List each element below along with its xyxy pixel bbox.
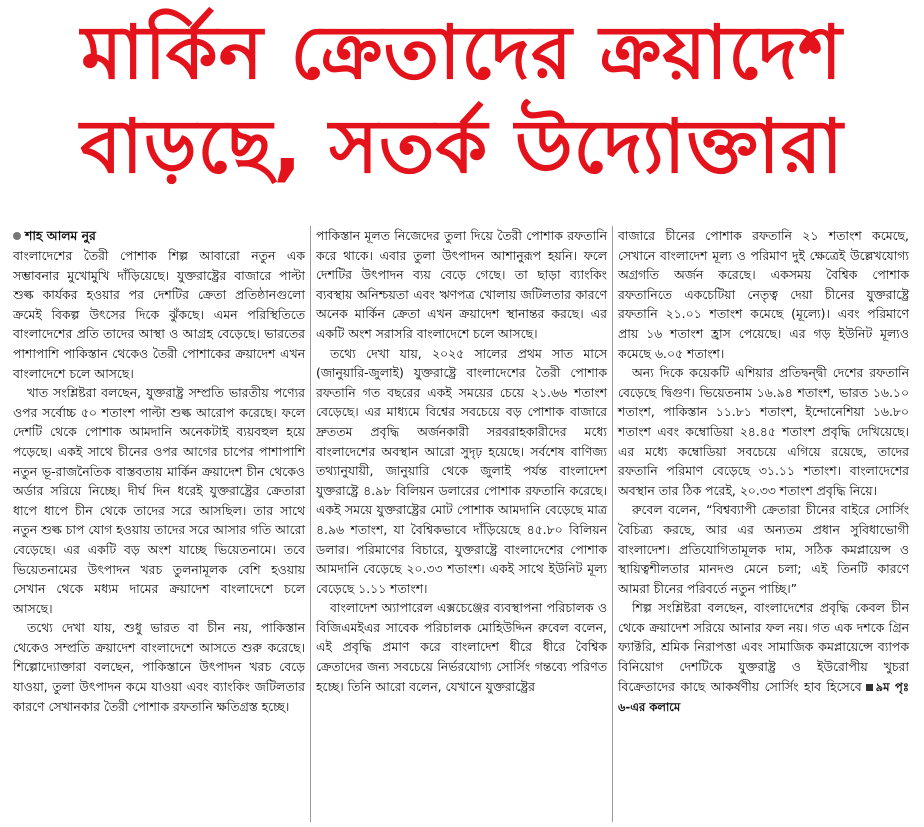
paragraph-text: শিল্প সংশ্লিষ্টরা বলছেন, বাংলাদেশের প্রবৃদ্ধি কেবল চীন থেকে ক্রয়াদেশ সরিয়ে আনার ফল নয়। গত এক দশকে গ্রিন ফ্যাক্টরি, শ্রমিক নিরাপত্তা এবং সামাজিক কমপ্লায়েন্সে ব্যাপক বিনিয়োগ দেশটিকে যুক্তরাষ্ট্র ও ইউরোপীয় খুচরা বিক্রেতাদের কাছে আকর্ষণীয় সোর্সিং হাব হিসেবে — [618, 600, 909, 694]
square-bullet-icon — [866, 684, 873, 691]
article-columns — [8, 226, 916, 822]
paragraph: তথ্যে দেখা যায়, শুধু ভারত বা চীন নয়, পাকিস্তান থেকেও সম্প্রতি ক্রয়াদেশ বাংলাদেশে আসতে শুরু করেছে। শিল্পোদ্যোক্তারা বলছেন, পাকিস্তানে উৎপাদন খরচ বেড়ে যাওয়া, তুলা উৎপাদন কমে যাওয়া এবং ব্যাংকিং জটিলতার কারণে সেখানকার তৈরী পোশাক রফতানি ক্ষতিগ্রস্ত হচ্ছে। — [13, 620, 305, 714]
paragraph: খাত সংশ্লিষ্টরা বলছেন, যুক্তরাষ্ট্র সম্প্রতি ভারতীয় পণ্যের ওপর সর্বোচ্চ ৫০ শতাংশ পাল্টা শুল্ক আরোপ করেছে। ফলে দেশটি থেকে পোশাক আমদানি অনেকটাই ব্যয়বহুল হয়ে পড়েছে। একই সাথে চীনের ওপর আগের চাপের পাশাপাশি নতুন ভূ-রাজনৈতিক বাস্তবতায় মার্কিন ক্রয়াদেশ চীন থেকেও অর্ডার সরিয়ে নিচ্ছে। দীর্ঘ দিন ধরেই যুক্তরাষ্ট্রের ক্রেতারা ধাপে ধাপে চীন থেকে তাদের সরে আসছিল। তার সাথে নতুন শুল্ক চাপ যোগ হওয়ায় তাদের সরে আসার গতি আরো বেড়েছে। এর একটি বড় অংশ যাচ্ছে ভিয়েতনামে। তবে ভিয়েতনামের উৎপাদন খরচ তুলনামূলক বেশি হওয়ায় সেখান থেকে মধ্যম দামের ক্রয়াদেশ বাংলাদেশে চলে আসছে। — [13, 385, 305, 616]
paragraph: বাজারে চীনের পোশাক রফতানি ২১ শতাংশ কমেছে, সেখানে বাংলাদেশ মূল্য ও পরিমাণ দুই ক্ষেত্রেই উল্লেখযোগ্য অগ্রগতি অর্জন করেছে। একসময় বৈশ্বিক পোশাক রফতানিতে একচেটিয়া নেতৃত্ব দেয়া চীনের যুক্তরাষ্ট্রে রফতানি ২১.০১ শতাংশ কমেছে (মূল্যে)। এবং পরিমাণে প্রায় ১৬ শতাংশ হ্রাস পেয়েছে। এর গড় ইউনিট মূল্যও কমেছে ৬.০৫ শতাংশ। — [618, 228, 909, 361]
paragraph: তথ্যে দেখা যায়, ২০২৫ সালের প্রথম সাত মাসে (জানুয়ারি-জুলাই) যুক্তরাষ্ট্রে বাংলাদেশের তৈরী পোশাক রফতানি গত বছরের একই সময়ের চেয়ে ২১.৬৬ শতাংশ বেড়েছে। এর মাধ্যমে বিশ্বের সবচেয়ে বড় পোশাক বাজারে দ্রুততম প্রবৃদ্ধি অর্জনকারী সরবরাহকারীদের মধ্যে বাংলাদেশের অবস্থান আরো সুদৃঢ় হয়েছে। সর্বশেষ বাণিজ্য তথ্যানুযায়ী, জানুয়ারি থেকে জুলাই পর্যন্ত বাংলাদেশ যুক্তরাষ্ট্রে ৪.৯৮ বিলিয়ন ডলারের পোশাক রফতানি করেছে। একই সময়ে যুক্তরাষ্ট্রের মোট পোশাক আমদানি বেড়েছে মাত্র ৪.৯৬ শতাংশ, যা বৈশ্বিকভাবে দাঁড়িয়েছে ৪৫.৮০ বিলিয়ন ডলার। পরিমাণের বিচারে, যুক্তরাষ্ট্রে বাংলাদেশের পোশাক আমদানি বেড়েছে ২০.৩৩ শতাংশ। একই সাথে ইউনিট মূল্য বেড়েছে ১.১১ শতাংশ। — [316, 345, 607, 596]
headline — [10, 0, 914, 194]
paragraph: বাংলাদেশ অ্যাপারেল এক্সচেঞ্জের ব্যবস্থাপনা পরিচালক ও বিজিএমইএর সাবেক পরিচালক মোহিউদ্দিন রুবেল বলেন, এই প্রবৃদ্ধি প্রমাণ করে বাংলাদেশ ধীরে ধীরে বৈশ্বিক ক্রেতাদের জন্য সবচেয়ে নির্ভরযোগ্য সোর্সিং গন্তব্যে পরিণত হচ্ছে। তিনি আরো বলেন, যেখানে যুক্তরাষ্ট্রের — [316, 600, 607, 694]
paragraph: পাকিস্তান মূলত নিজেদের তুলা দিয়ে তৈরী পোশাক রফতানি করে থাকে। এবার তুলা উৎপাদন আশানুরূপ হয়নি। ফলে দেশটির উৎপাদন ব্যয় বেড়ে গেছে। তা ছাড়া ব্যাংকিং ব্যবস্থায় অনিশ্চয়তা এবং ঋণপত্র খোলায় জটিলতার কারণে অনেক মার্কিন ক্রেতা এখন ক্রয়াদেশ স্থানান্তর করছে। এর একটি অংশ সরাসরি বাংলাদেশে চলে আসছে। — [316, 228, 607, 341]
paragraph: রুবেল বলেন, “বিশ্বব্যাপী ক্রেতারা চীনের বাইরে সোর্সিং বৈচিত্র্য করছে, আর এর অন্যতম প্রধান সুবিধাভোগী বাংলাদেশ। প্রতিযোগিতামূলক দাম, সঠিক কমপ্লায়েন্স ও স্থায়িত্বশীলতার মানদণ্ড মেনে চলা; এই তিনটি কারণে আমরা চীনের পরিবর্তে নতুন পাচ্ছি।” — [618, 502, 909, 596]
headline-line-2: বাড়ছে, সতর্ক উদ্যোক্তারা — [80, 104, 844, 190]
headline-line-1: মার্কিন ক্রেতাদের ক্রয়াদেশ — [81, 10, 843, 96]
continuation-note: ৯ম পৃঃ ৬-এর কলামে — [618, 679, 909, 715]
byline — [13, 226, 305, 246]
column-1 — [8, 226, 310, 822]
paragraph-with-continuation — [618, 598, 909, 718]
bullet-icon — [13, 232, 21, 240]
paragraph: অন্য দিকে কয়েকটি এশিয়ার প্রতিদ্বন্দ্বী দেশের রফতানি বেড়েছে দ্বিগুণ। ভিয়েতনাম ১৬.৯৪ শতাংশ, ভারত ১৬.১০ শতাংশ, পাকিস্তান ১১.৮১ শতাংশ, ইন্দোনেশিয়া ১৬.৮০ শতাংশ এবং কম্বোডিয়া ২৪.৪৫ শতাংশ প্রবৃদ্ধি দেখিয়েছে। এর মধ্যে কম্বোডিয়া সবচেয়ে এগিয়ে রয়েছে, তাদের রফতানি পরিমাণ বেড়েছে ৩১.১১ শতাংশ। বাংলাদেশের অবস্থান তার ঠিক পরেই, ২০.৩৩ শতাংশ প্রবৃদ্ধি নিয়ে। — [618, 365, 909, 498]
paragraph: বাংলাদেশের তৈরী পোশাক শিল্প আবারো নতুন এক সম্ভাবনার মুখোমুখি দাঁড়িয়েছে। যুক্তরাষ্ট্রের বাজারে পাল্টা শুল্ক কার্যকর হওয়ার পর দেশটির ক্রেতা প্রতিষ্ঠানগুলো ক্রমেই বিকল্প উৎসের দিকে ঝুঁকছে। এমন পরিস্থিতিতে বাংলাদেশের প্রতি তাদের আস্থা ও আগ্রহ বেড়েছে। ভারতের পাশাপাশি পাকিস্তান থেকেও তৈরী পোশাকের ক্রয়াদেশ এখন বাংলাদেশে চলে আসছে। — [13, 248, 305, 381]
column-2 — [310, 226, 612, 822]
author-name: শাহ আলম নুর — [25, 228, 96, 243]
column-3 — [612, 226, 914, 822]
